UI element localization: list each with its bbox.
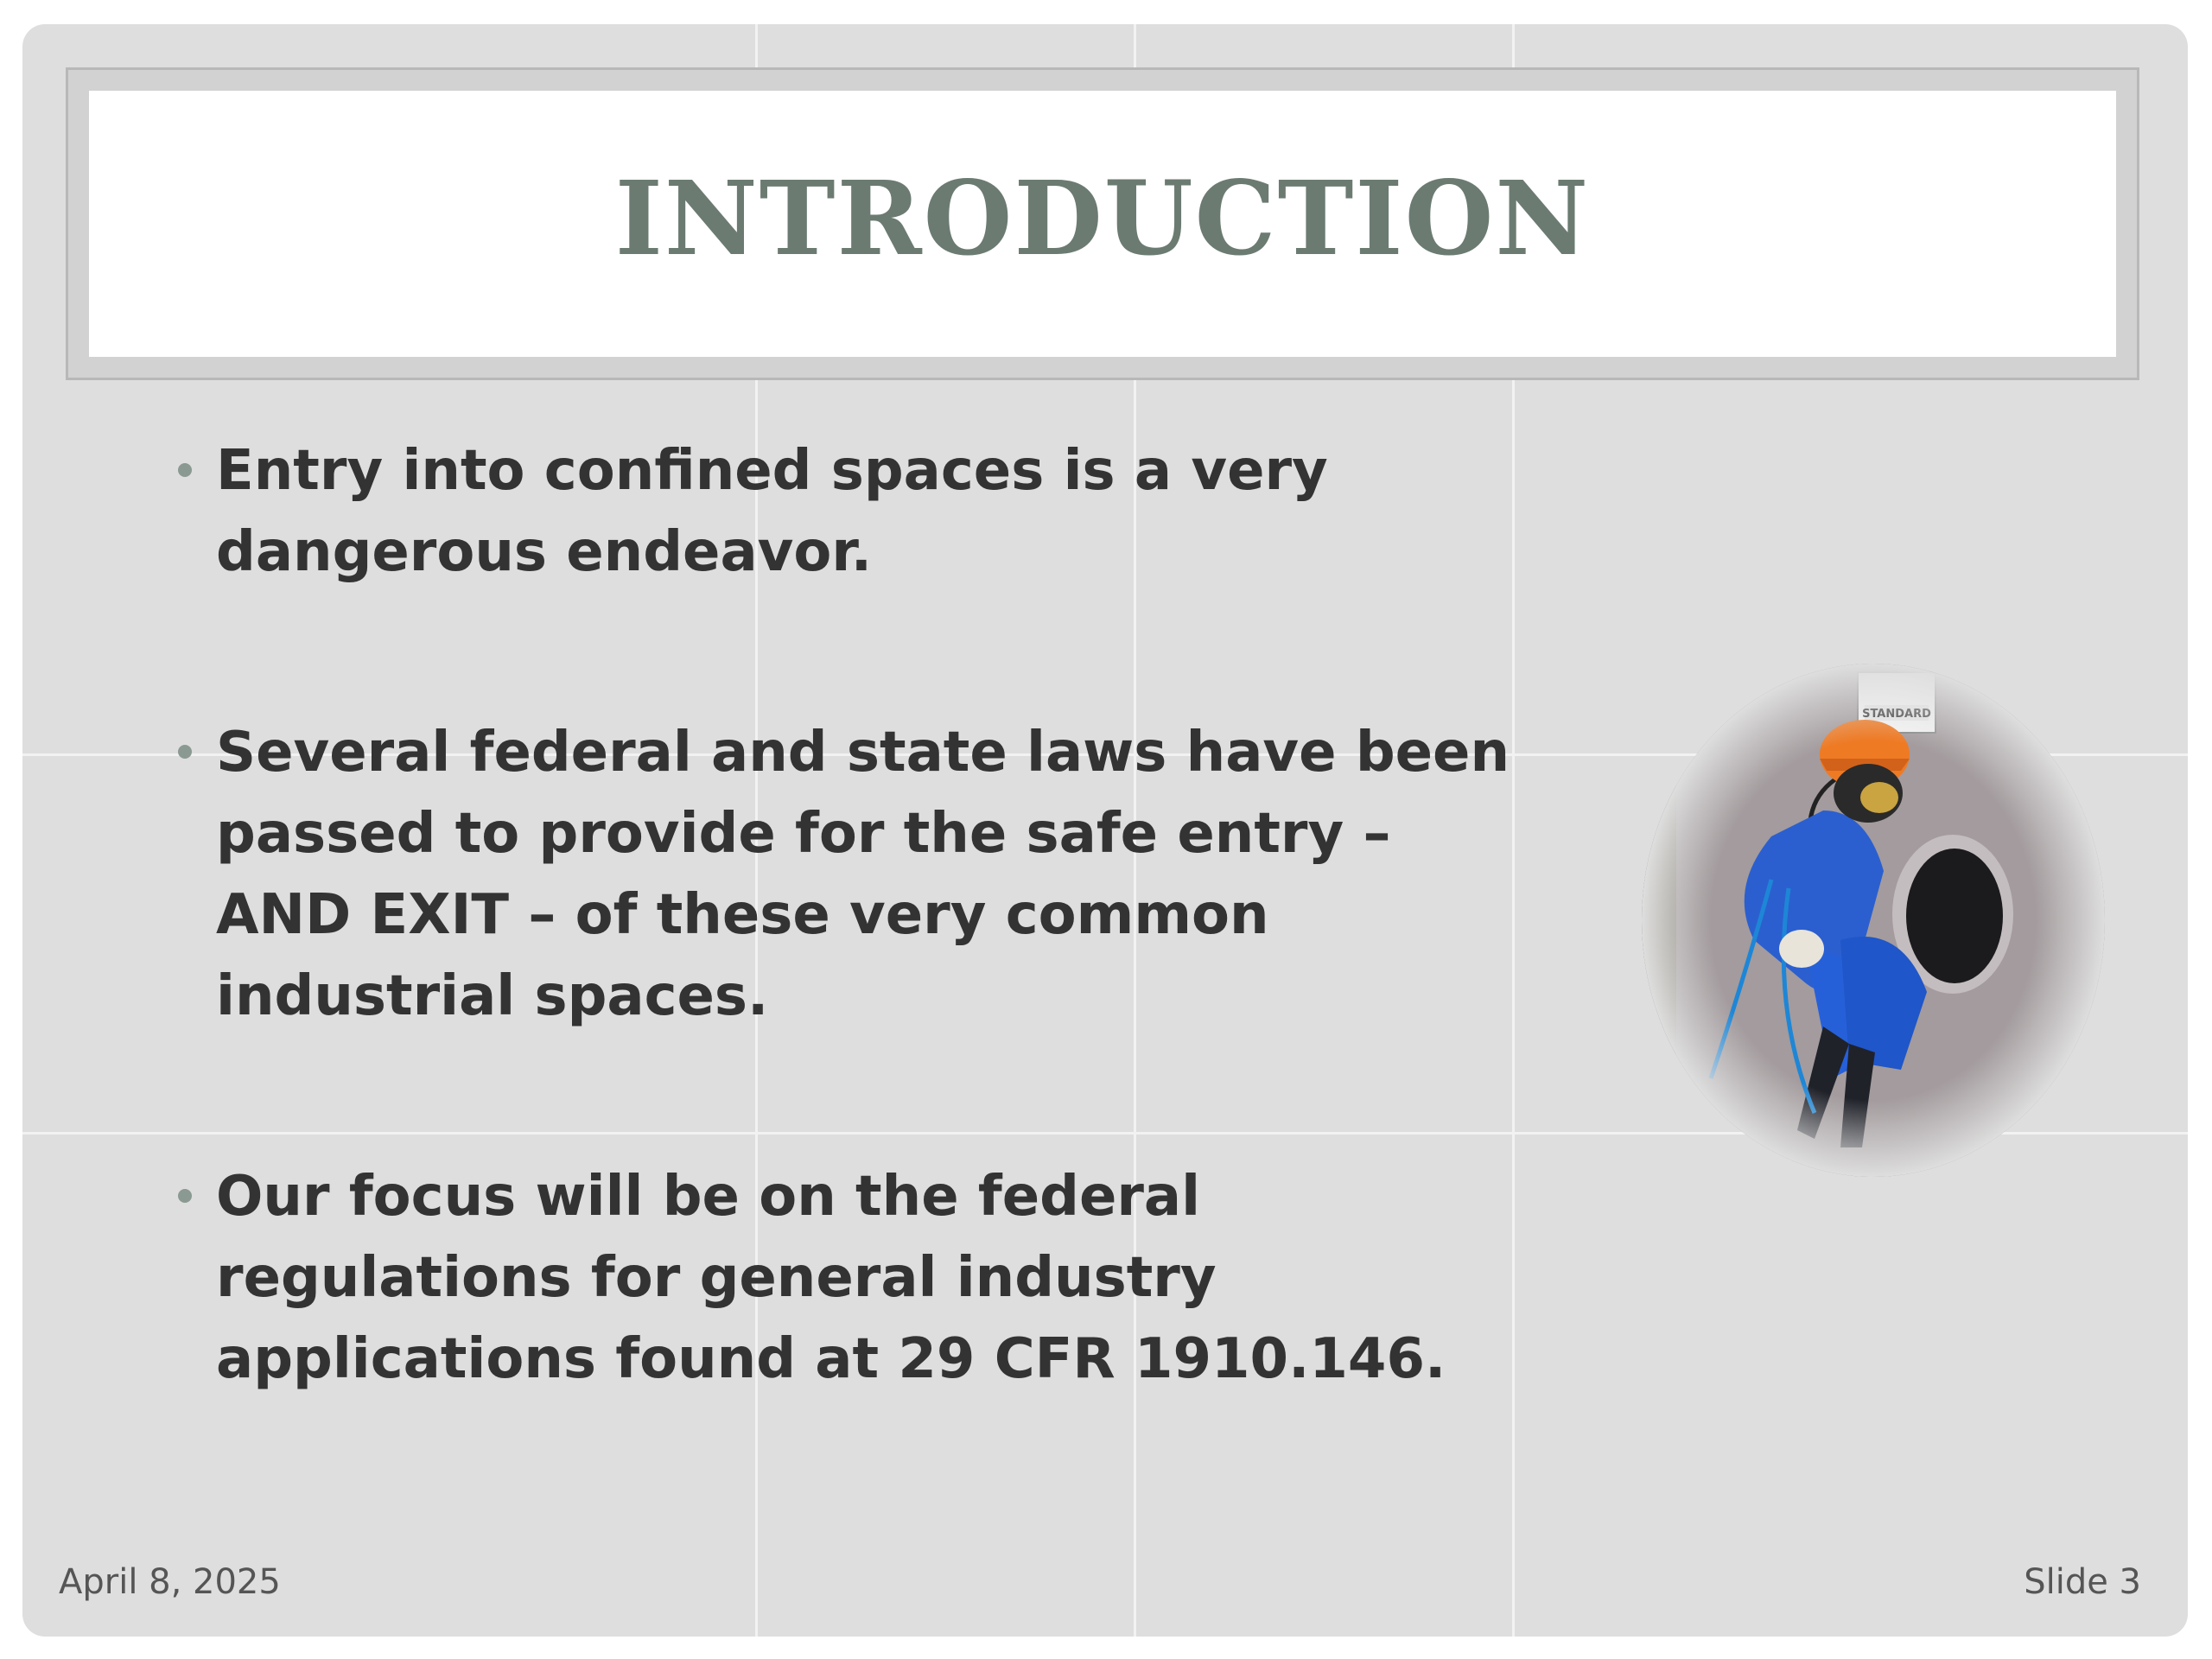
worker-illustration [1642,664,2105,1177]
footer-date: April 8, 2025 [59,1562,281,1602]
bullet-list [152,430,1517,1400]
bullet-text: Our focus will be on the federal regulations for general industry applications found at 29 CFR 1910.146. [216,1165,1446,1391]
bullet-text: Entry into confined spaces is a very dangerous endeavor. [216,439,1328,584]
title-frame [66,67,2139,380]
bullet-item [152,1156,1517,1400]
title-box [89,91,2116,357]
bullet-icon [178,745,192,759]
slide-number: Slide 3 [2024,1562,2141,1602]
bullet-icon [178,1189,192,1203]
bullet-icon [178,463,192,477]
bullet-item [152,712,1517,1037]
slide-title: INTRODUCTION [614,157,1591,278]
bullet-item [152,430,1517,593]
confined-space-worker-photo [1642,664,2105,1177]
bullet-text: Several federal and state laws have been passed to provide for the safe entry – AND EXIT – of these very common industrial spaces. [216,721,1510,1028]
slide [22,24,2188,1637]
